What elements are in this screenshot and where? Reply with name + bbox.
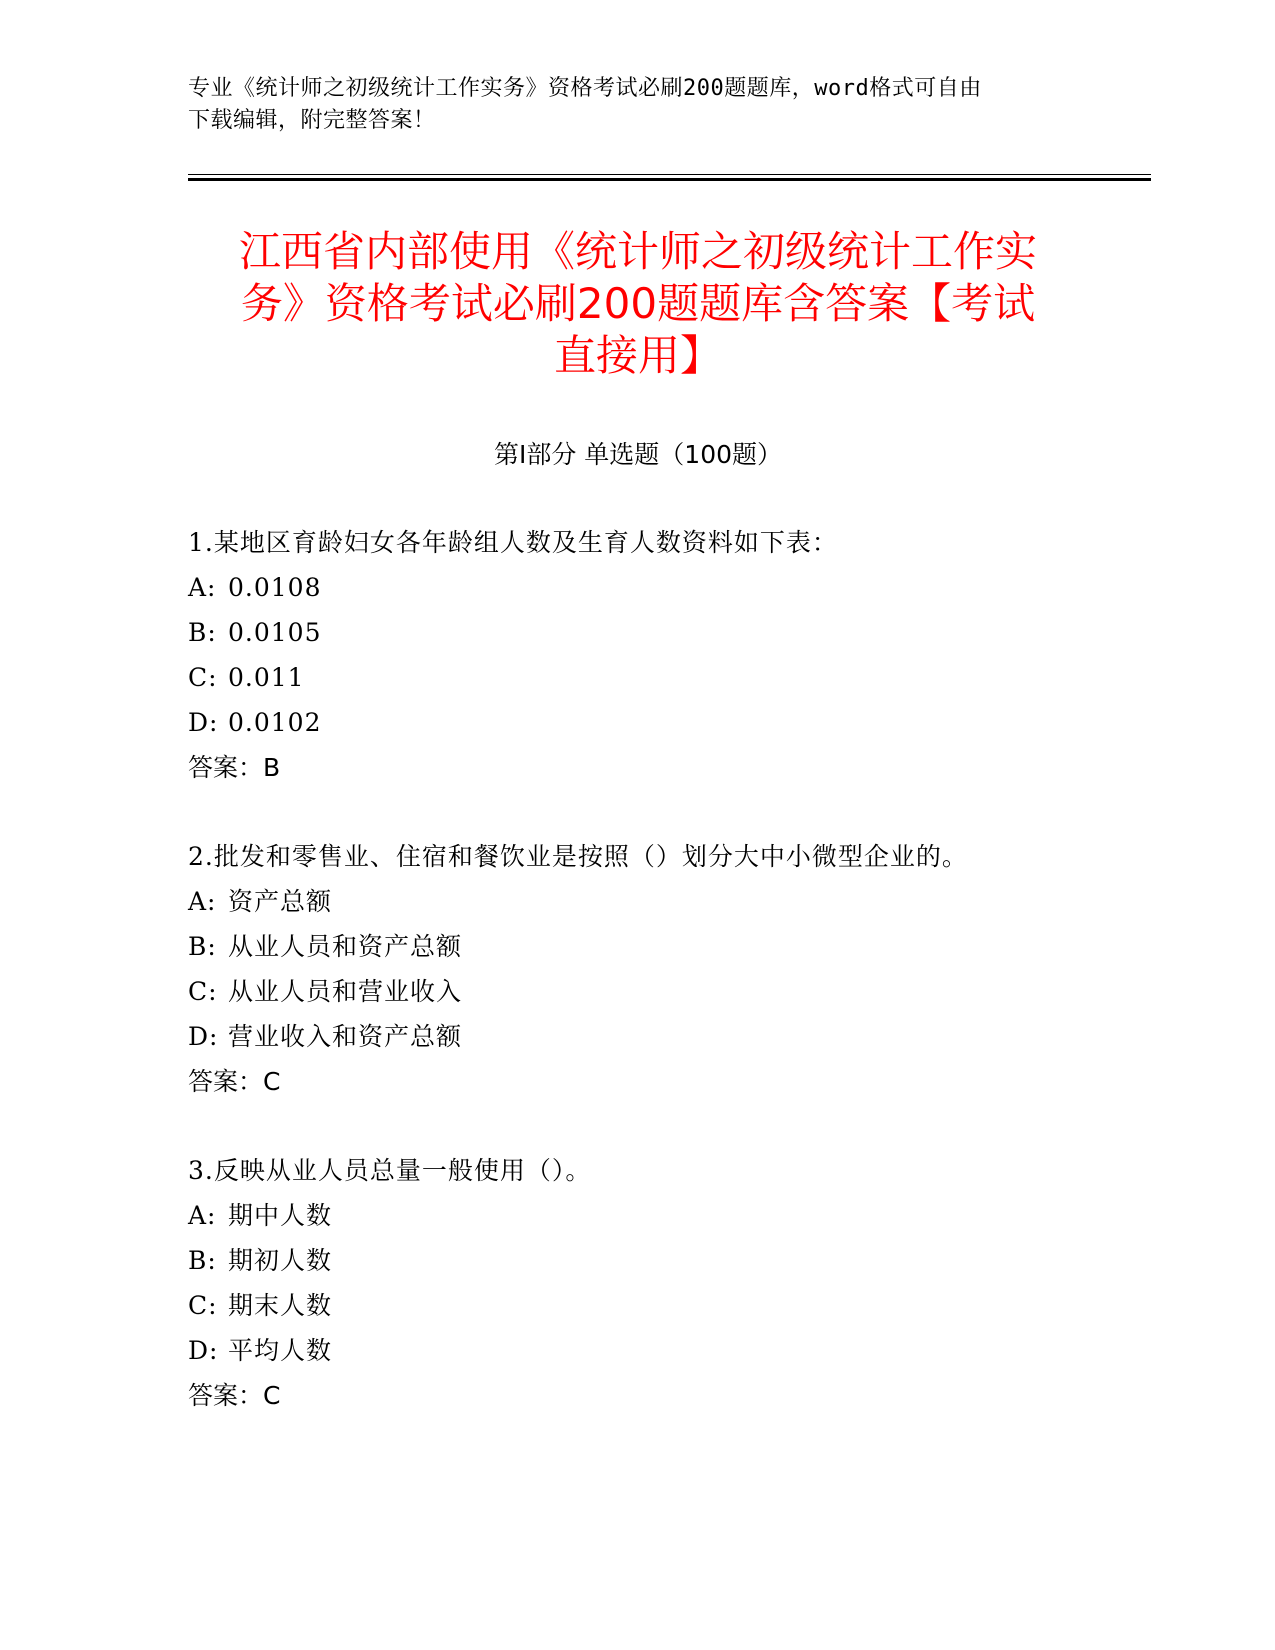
option-text: 资产总额 — [228, 887, 333, 916]
header-rule-thin — [188, 174, 1151, 175]
option-a — [188, 1193, 1128, 1238]
option-b — [188, 610, 1128, 655]
option-letter: A: — [188, 887, 217, 916]
option-letter: C: — [188, 663, 218, 692]
option-text: 0.011 — [228, 663, 305, 692]
question-stem: 2.批发和零售业、住宿和餐饮业是按照（）划分大中小微型企业的。 — [188, 842, 968, 871]
option-b — [188, 924, 1128, 969]
answer-label: 答案：B — [188, 753, 281, 782]
option-letter: B: — [188, 618, 217, 647]
option-text: 期初人数 — [228, 1246, 333, 1275]
option-text: 从业人员和资产总额 — [228, 932, 463, 961]
option-letter: A: — [188, 1201, 217, 1230]
document-title-line-2: 务》资格考试必刷200题题库含答案【考试 — [240, 279, 1036, 328]
question-stem: 3.反映从业人员总量一般使用（）。 — [188, 1156, 592, 1185]
document-title — [188, 226, 1088, 382]
option-text: 平均人数 — [228, 1336, 333, 1365]
answer-label: 答案：C — [188, 1067, 281, 1096]
question-3 — [188, 1148, 1128, 1418]
document-title-line-1: 江西省内部使用《统计师之初级统计工作实 — [238, 227, 1037, 276]
option-c — [188, 969, 1128, 1014]
option-letter: D: — [188, 708, 219, 737]
section-heading: 第Ⅰ部分 单选题（100题） — [493, 440, 783, 469]
document-title-line-3: 直接用】 — [553, 331, 722, 380]
option-c — [188, 655, 1128, 700]
header-note-line-1: 专业《统计师之初级统计工作实务》资格考试必刷200题题库，word格式可自由 — [188, 76, 982, 101]
option-b — [188, 1238, 1128, 1283]
option-text: 从业人员和营业收入 — [228, 977, 463, 1006]
header-note-line-2: 下载编辑，附完整答案！ — [188, 108, 436, 133]
header-note — [188, 73, 1068, 137]
option-text: 营业收入和资产总额 — [228, 1022, 463, 1051]
option-a — [188, 879, 1128, 924]
option-a — [188, 565, 1128, 610]
option-text: 期末人数 — [228, 1291, 333, 1320]
question-2 — [188, 834, 1128, 1104]
option-letter: B: — [188, 1246, 217, 1275]
option-letter: D: — [188, 1022, 219, 1051]
option-text: 0.0108 — [228, 573, 322, 602]
option-letter: B: — [188, 932, 217, 961]
option-text: 0.0105 — [228, 618, 322, 647]
answer-label: 答案：C — [188, 1381, 281, 1410]
option-text: 0.0102 — [228, 708, 322, 737]
option-d — [188, 1014, 1128, 1059]
option-letter: A: — [188, 573, 217, 602]
option-text: 期中人数 — [228, 1201, 333, 1230]
option-letter: C: — [188, 977, 218, 1006]
option-c — [188, 1283, 1128, 1328]
option-d — [188, 700, 1128, 745]
question-1 — [188, 520, 1128, 790]
header-rule-thick — [188, 178, 1151, 181]
question-stem: 1.某地区育龄妇女各年龄组人数及生育人数资料如下表： — [188, 528, 838, 557]
option-letter: C: — [188, 1291, 218, 1320]
option-d — [188, 1328, 1128, 1373]
option-letter: D: — [188, 1336, 219, 1365]
